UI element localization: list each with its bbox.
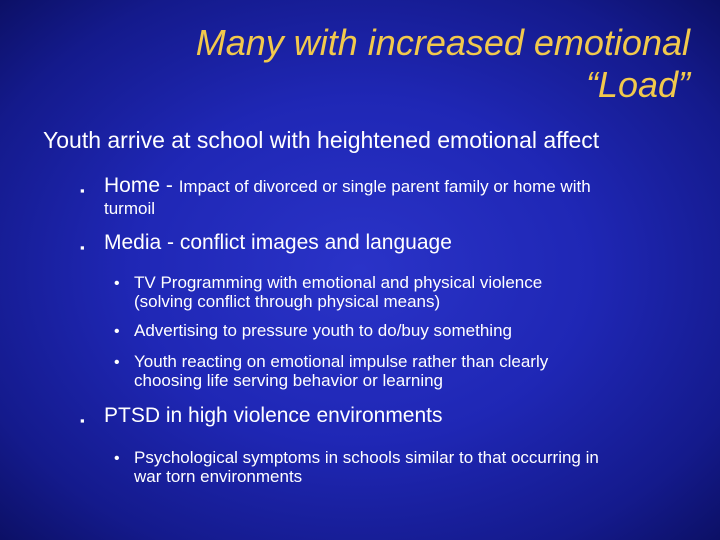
home-continuation: turmoil	[104, 199, 156, 218]
sub-bullet-line: war torn environments	[134, 467, 303, 486]
dot-bullet-icon: •	[114, 323, 120, 340]
bullet-home	[80, 174, 694, 219]
square-bullet-icon: ▪	[80, 413, 85, 428]
home-detail: Impact of divorced or single parent family or home with	[178, 177, 591, 196]
square-bullet-icon: ▪	[80, 183, 85, 198]
home-label: Home -	[104, 174, 179, 197]
dot-bullet-icon: •	[114, 450, 120, 467]
title-line-1: Many with increased emotional	[195, 22, 690, 63]
sub-bullet-tv	[114, 273, 694, 311]
sub-bullet-line: Psychological symptoms in schools similar to that occurring in	[134, 448, 599, 467]
sub-bullet-impulse	[114, 352, 694, 390]
sub-bullet-line: Advertising to pressure youth to do/buy something	[134, 321, 512, 340]
bullet-media	[80, 231, 452, 255]
square-bullet-icon: ▪	[80, 240, 85, 255]
sub-bullet-psychological	[114, 448, 694, 486]
title-line-2: “Load”	[585, 64, 690, 105]
sub-bullet-advertising	[114, 321, 694, 340]
bullet-ptsd	[80, 404, 443, 428]
sub-bullet-line: choosing life serving behavior or learning	[134, 371, 444, 390]
ptsd-text: PTSD in high violence environments	[104, 404, 443, 427]
dot-bullet-icon: •	[114, 354, 120, 371]
sub-bullet-line: (solving conflict through physical means)	[134, 292, 441, 311]
slide-subtitle: Youth arrive at school with heightened emotional affect	[43, 127, 600, 153]
media-text: Media - conflict images and language	[104, 231, 452, 254]
dot-bullet-icon: •	[114, 275, 120, 292]
sub-bullet-line: TV Programming with emotional and physical violence	[134, 273, 543, 292]
sub-bullet-line: Youth reacting on emotional impulse rather than clearly	[134, 352, 549, 371]
slide-title	[50, 22, 690, 106]
